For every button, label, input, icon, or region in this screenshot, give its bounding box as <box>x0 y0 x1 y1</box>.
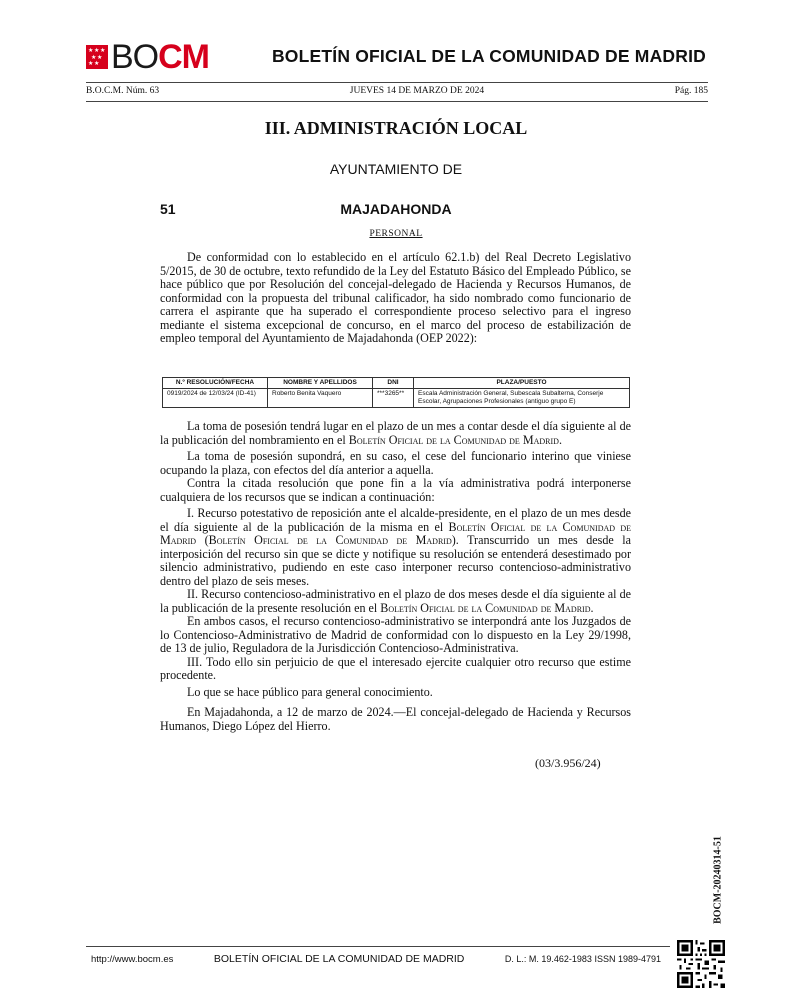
table-cell-dni: ***3265** <box>373 389 414 408</box>
table-cell-resolution: 0919/2024 de 12/03/24 (ID-41) <box>163 389 268 408</box>
body-paragraphs <box>160 420 631 733</box>
issue-number: B.O.C.M. Núm. 63 <box>86 86 160 96</box>
table-header-resolution: N.º RESOLUCIÓN/FECHA <box>163 378 268 389</box>
paragraph-signature: En Majadahonda, a 12 de marzo de 2024.—El concejal-delegado de Hacienda y Recursos Humanos, Diego López del Hierro. <box>160 705 631 733</box>
header-rule-top <box>86 82 708 83</box>
municipality-heading: MAJADAHONDA <box>340 201 452 217</box>
table-row <box>163 389 630 408</box>
table-header-dni: DNI <box>373 378 414 389</box>
paragraph-appeal-three: III. Todo ello sin perjuicio de que el interesado ejercite cualquier otro recurso que estime procedente. <box>160 654 631 682</box>
paragraph-public-notice: Lo que se hace público para general conocimiento. <box>187 684 433 699</box>
paragraph-both-cases: En ambos casos, el recurso contencioso-administrativo se interpondrá ante los Juzgados de lo Contencioso-Administrativo de Madrid de conformidad con lo dispuesto en la Ley 29/1998, de 13 de julio, Reguladora de la Jurisdicción Contencioso-Administrativa. <box>160 614 631 655</box>
bocm-logo <box>86 40 209 74</box>
qr-code-icon <box>677 940 725 988</box>
footer-url-link[interactable]: http://www.bocm.es <box>91 954 174 965</box>
table-header-row <box>163 378 630 389</box>
footer-rule <box>86 946 670 947</box>
entity-heading: AYUNTAMIENTO DE <box>329 161 463 177</box>
footer <box>91 953 661 965</box>
table-header-position: PLAZA/PUESTO <box>414 378 630 389</box>
table-cell-name: Roberto Benita Vaquero <box>268 389 373 408</box>
header-rule-bottom <box>86 101 708 102</box>
paragraph-appeal-one: I. Recurso potestativo de reposición ante el alcalde-presidente, en el plazo de un mes desde el día siguiente al de la publicación de la misma en el Boletín Oficial de la Comunidad de Madrid (Boletín Oficial de la Comunidad de Madrid). Transcurrido un mes desde la interposición del recurso sin que se dicte y notifique su resolución se entenderá desestimado por silencio administrativo, pudiendo en este caso interponer recurso contencioso-administrativo dentro del plazo de seis meses. <box>160 506 631 588</box>
footer-legal: D. L.: M. 19.462-1983 ISSN 1989-4791 <box>504 954 661 964</box>
madrid-flag-icon: ★ ★ ★ ★ ★ ★ ★ <box>86 45 108 69</box>
subsection-label: PERSONAL <box>369 229 423 239</box>
paragraph-appeal-two: II. Recurso contencioso-administrativo en el plazo de dos meses desde el día siguiente al de la publicación de la presente resolución en el Boletín Oficial de la Comunidad de Madrid. <box>160 587 631 615</box>
table-cell-position: Escala Administración General, Subescala Subalterna, Conserje Escolar, Agrupaciones Profesionales (antiguo grupo E) <box>414 389 630 408</box>
paragraph-appeals-intro: Contra la citada resolución que pone fin a la vía administrativa podrá interponerse cualquiera de los recursos que se indican a continuación: <box>160 476 631 504</box>
entry-number: 51 <box>160 201 176 217</box>
intro-text: De conformidad con lo establecido en el artículo 62.1.b) del Real Decreto Legislativo 5/2015, de 30 de octubre, texto refundido de la Ley del Estatuto Básico del Empleado Público, se hace público que por Resolución del concejal-delegado de Hacienda y Recursos Humanos, de conformidad con la propuesta del tribunal calificador, ha sido nombrado como funcionario de carrera el aspirante que ha superado el correspondiente proceso selectivo para el ingreso mediante el sistema excepcional de concurso, en el marco del proceso de estabilización de empleo temporal del Ayuntamiento de Majadahonda (OEP 2022): <box>160 250 631 345</box>
table-header-name: NOMBRE Y APELLIDOS <box>268 378 373 389</box>
section-title: III. ADMINISTRACIÓN LOCAL <box>264 118 528 138</box>
issue-info-row <box>86 86 708 96</box>
appointment-table <box>162 377 630 408</box>
logo-text-bo: BO <box>111 38 159 76</box>
side-document-code: BOCM-20240314-51 <box>712 836 724 924</box>
intro-paragraph <box>160 251 631 346</box>
logo-text-cm: CM <box>158 38 210 76</box>
masthead-title: BOLETÍN OFICIAL DE LA COMUNIDAD DE MADRID <box>271 46 706 66</box>
page-number: Pág. 185 <box>674 86 708 96</box>
footer-title: BOLETÍN OFICIAL DE LA COMUNIDAD DE MADRID <box>213 953 465 965</box>
reference-code: (03/3.956/24) <box>535 756 601 770</box>
issue-date: JUEVES 14 DE MARZO DE 2024 <box>349 86 485 96</box>
paragraph-cease: La toma de posesión supondrá, en su caso, el cese del funcionario interino que viniese ocupando la plaza, con efectos del día anterior a aquella. <box>160 449 631 477</box>
paragraph-possession: La toma de posesión tendrá lugar en el plazo de un mes a contar desde el día siguiente al de la publicación del nombramiento en el Boletín Oficial de la Comunidad de Madrid. <box>160 419 631 447</box>
